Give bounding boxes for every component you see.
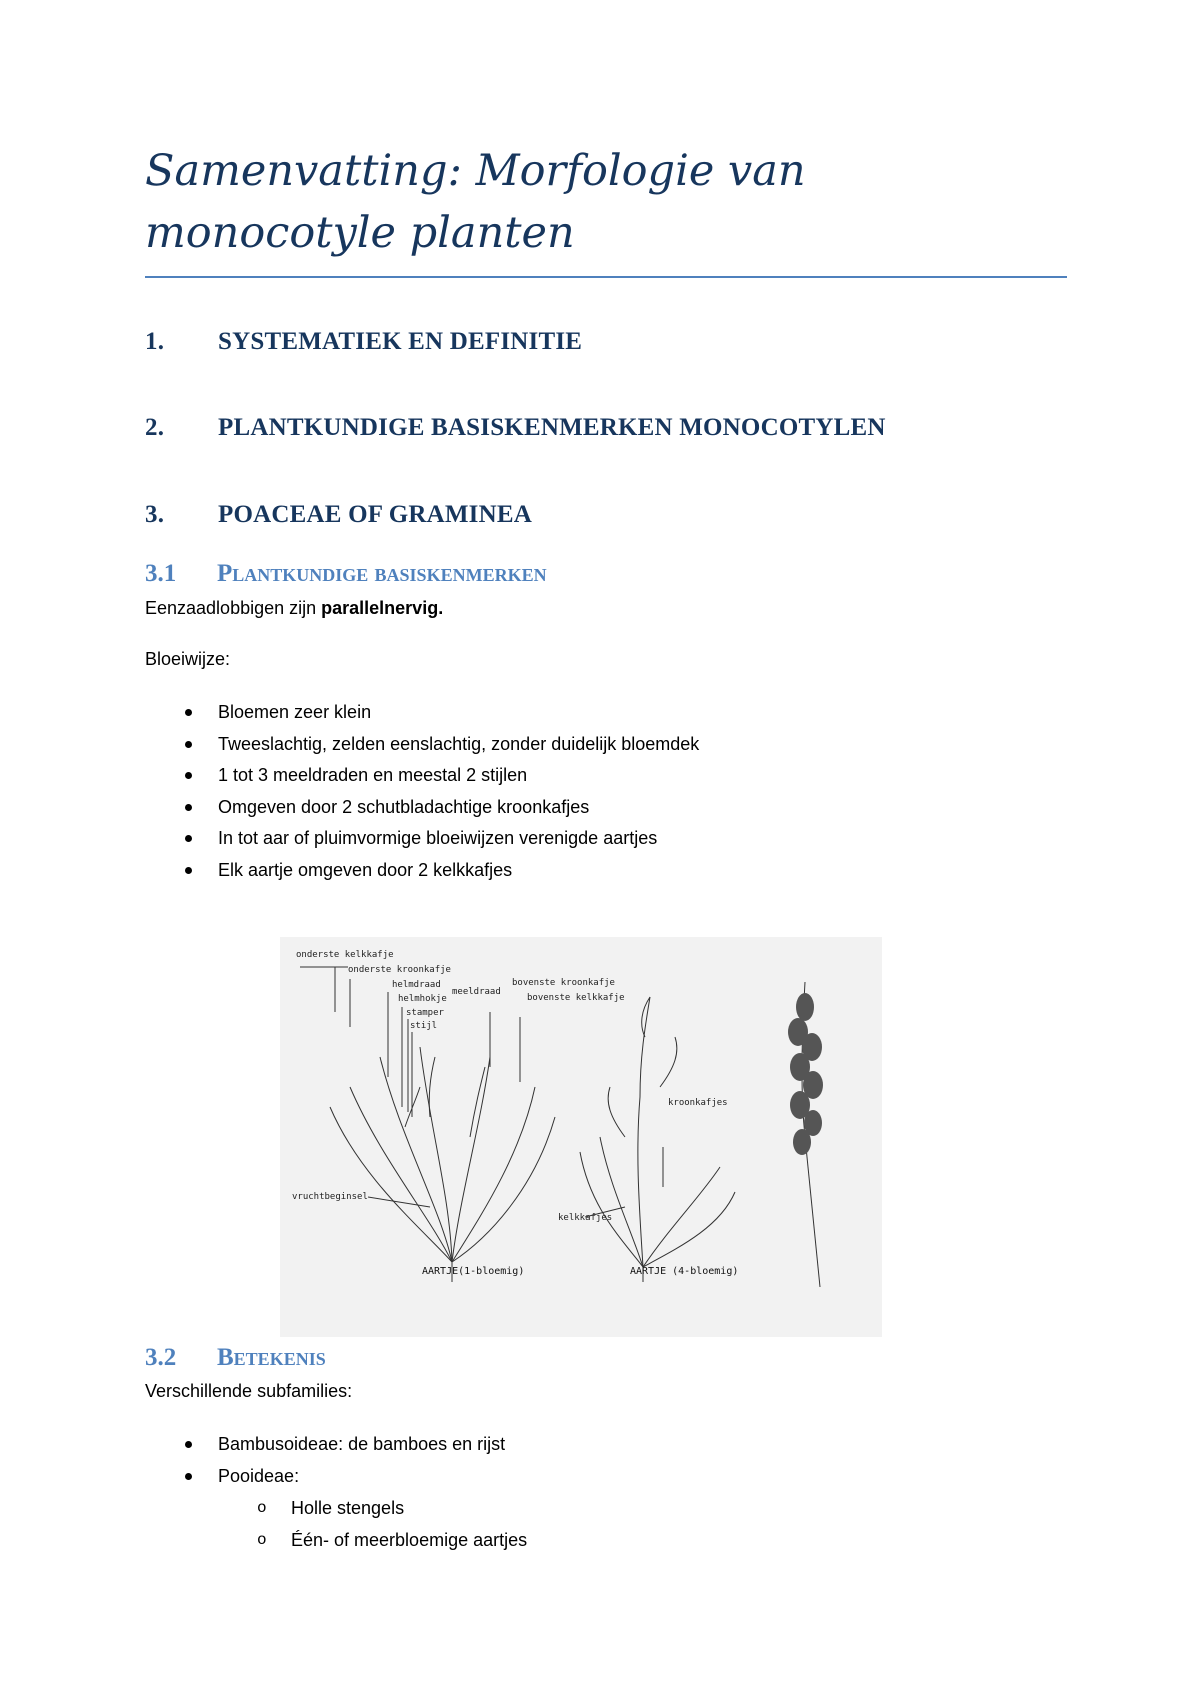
title-underline	[145, 276, 1067, 278]
list-item-text: Tweeslachtig, zelden eenslachtig, zonder duidelijk bloemdek	[218, 733, 700, 754]
list-item-text: Bambusoideae: de bamboes en rijst	[218, 1434, 506, 1454]
document-title	[145, 140, 1065, 264]
list-item-text: Omgeven door 2 schutbladachtige kroonkafjes	[218, 796, 590, 817]
bullet-icon	[185, 804, 192, 811]
label-bovenste-kelkkafje: bovenste kelkkafje	[527, 993, 625, 1003]
list-item	[145, 1429, 505, 1461]
sub-list-item	[145, 1492, 527, 1524]
subsection-number: 3.2	[145, 1344, 177, 1371]
section-title: PLANTKUNDIGE BASISKENMERKEN MONOCOTYLEN	[218, 414, 886, 441]
heading-section-3	[145, 501, 532, 529]
label-stamper: stamper	[406, 1008, 444, 1018]
circle-bullet-icon: o	[257, 1499, 267, 1517]
section-title: SYSTEMATIEK EN DEFINITIE	[218, 328, 583, 355]
label-meeldraad: meeldraad	[452, 987, 501, 997]
list-item	[145, 792, 699, 824]
list-item	[145, 1461, 505, 1493]
label-helmdraad: helmdraad	[392, 980, 441, 990]
bullet-icon	[185, 867, 192, 874]
intro-text: Eenzaadlobbigen zijn	[145, 598, 322, 618]
heading-subsection-3-1	[145, 560, 547, 588]
subfamilies-list	[145, 1429, 505, 1492]
intro-bold-term: parallelnervig	[321, 598, 439, 618]
list-item	[145, 855, 699, 887]
bullet-icon	[185, 1473, 192, 1480]
label-onderste-kelkkafje: onderste kelkkafje	[296, 950, 394, 960]
pooideae-sublist	[145, 1492, 527, 1556]
circle-bullet-icon: o	[257, 1531, 267, 1549]
title-line-2: monocotyle planten	[145, 208, 575, 258]
subfamilies-intro: Verschillende subfamilies:	[145, 1381, 353, 1401]
bullet-icon	[185, 835, 192, 842]
heading-subsection-3-2	[145, 1344, 326, 1372]
subsection-number: 3.1	[145, 560, 177, 587]
sub-list-item	[145, 1524, 527, 1556]
label-onderste-kroonkafje: onderste kroonkafje	[348, 965, 451, 975]
bullet-icon	[185, 741, 192, 748]
spikelet-illustration	[280, 937, 882, 1337]
label-vruchtbeginsel: vruchtbeginsel	[292, 1192, 368, 1202]
label-kelkkafjes: kelkkafjes	[558, 1213, 613, 1223]
intro-period: .	[438, 598, 444, 618]
list-item-text: Pooideae:	[218, 1465, 300, 1486]
section-number: 2.	[145, 414, 165, 441]
list-item	[145, 729, 699, 761]
bullet-icon	[185, 1441, 192, 1448]
caption-4-bloemig: AARTJE (4-bloemig)	[630, 1266, 739, 1277]
bullet-icon	[185, 709, 192, 716]
list-item	[145, 823, 699, 855]
list-item	[145, 697, 699, 729]
label-kroonkafjes: kroonkafjes	[668, 1098, 728, 1108]
sub-list-item-text: Holle stengels	[291, 1498, 405, 1518]
list-item-text: Bloemen zeer klein	[218, 702, 372, 722]
bullet-icon	[185, 772, 192, 779]
heading-section-2	[145, 414, 886, 442]
label-helmhokje: helmhokje	[398, 994, 447, 1004]
section-number: 1.	[145, 328, 165, 355]
bloeiwijze-list	[145, 697, 699, 887]
list-item-text: 1 tot 3 meeldraden en meestal 2 stijlen	[218, 765, 528, 786]
intro-paragraph	[145, 598, 443, 619]
list-item-text: In tot aar of pluimvormige bloeiwijzen verenigde aartjes	[218, 828, 658, 849]
bloeiwijze-label: Bloeiwijze:	[145, 649, 231, 669]
subsection-title: Betekenis	[217, 1344, 326, 1371]
subsection-title: Plantkundige basiskenmerken	[217, 560, 547, 587]
section-number: 3.	[145, 501, 165, 528]
heading-section-1	[145, 328, 582, 356]
grass-spikelet-figure	[280, 937, 882, 1337]
label-stijl: stijl	[410, 1021, 438, 1031]
sub-list-item-text: Één- of meerbloemige aartjes	[291, 1530, 528, 1550]
title-line-1: Samenvatting: Morfologie van	[145, 146, 806, 196]
section-title: POACEAE OF GRAMINEA	[218, 501, 532, 528]
caption-1-bloemig: AARTJE(1-bloemig)	[422, 1266, 525, 1277]
list-item-text: Elk aartje omgeven door 2 kelkkafjes	[218, 859, 513, 880]
label-bovenste-kroonkafje: bovenste kroonkafje	[512, 978, 615, 988]
list-item	[145, 760, 699, 792]
